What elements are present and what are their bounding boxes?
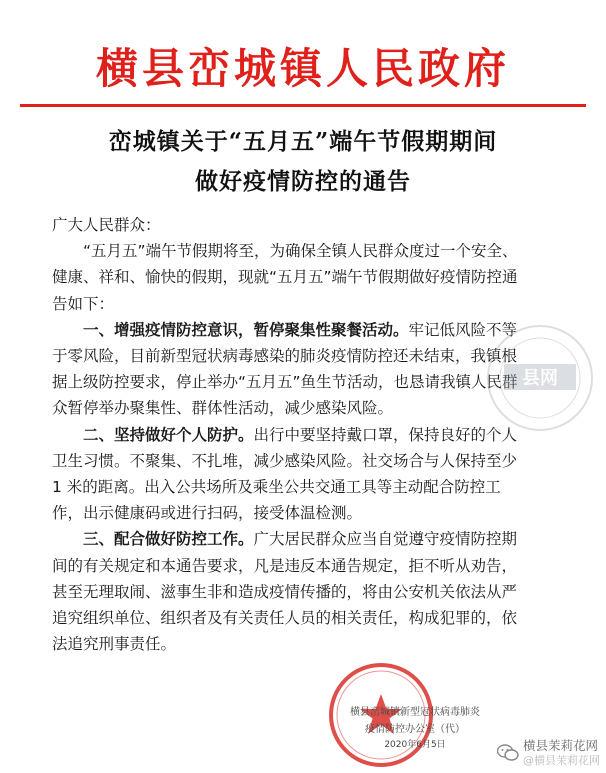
salutation: 广大人民群众： [52, 216, 161, 234]
section-3-text: 广大居民群众应当自觉遵守疫情防控期间的有关规定和本通告要求，凡是违反本通告规定，拒不听从劝告，甚至无理取闹、滋事生非和造成疫情传播的，将由公安机关依法从严追究组织单位、组织者及有关责任人员的相关责任，构成犯罪的，依法追究刑事责任。 [52, 530, 518, 654]
signature-date: 2020年6月5日 [384, 740, 446, 750]
footer-watermark [497, 736, 600, 770]
notice-body [52, 212, 522, 657]
section-2-text: 出行中要坚持戴口罩，保持良好的个人卫生习惯。不聚集、不扎堆，减少感染风险。社交场合与人保持至少 1 米的距离。出入公共场所及乘坐公共交通工具等主动配合防控工作，出示健康码或进行扫码，接受体温检测。 [52, 425, 518, 523]
section-1 [52, 317, 522, 422]
notice-title-line1: 峦城镇关于“五月五”端午节假期期间 [108, 128, 498, 155]
wechat-icon [497, 744, 519, 762]
watermark-center-text: 县网 [522, 368, 558, 389]
signature-line2: 疫情防控办公室（代） [365, 724, 465, 735]
section-2-heading: 二、坚持做好个人防护。 [83, 425, 254, 444]
notice-title-line2: 做好疫情防控的通告 [195, 168, 411, 195]
site-watermark [484, 322, 596, 434]
section-3 [52, 526, 522, 657]
signature-line1: 横县峦城镇新型冠状病毒肺炎 [350, 707, 480, 718]
footer-watermark-subtext: @横县茉莉花网 [523, 754, 600, 767]
section-1-text: 牢记低风险不等于零风险，目前新型冠状病毒感染的肺炎疫情防控还未结束，我镇根据上级防控要求，停止举办“五月五”鱼生节活动，也恳请我镇人民群众暂停举办聚集性、群体性活动，减少感染风险。 [52, 320, 518, 418]
section-3-heading: 三、配合做好防控工作。 [83, 530, 254, 549]
masthead-org-name: 横县峦城镇人民政府 [95, 44, 510, 93]
section-1-heading: 一、增强疫情防控意识，暂停聚集性聚餐活动。 [83, 320, 409, 339]
footer-watermark-text: 横县茉莉花网 [523, 738, 599, 753]
intro-paragraph: “五月五”端午节假期将至，为确保全镇人民群众度过一个安全、健康、祥和、愉快的假期，现就“五月五”端午节假期做好疫情防控通告如下： [52, 242, 518, 313]
section-2 [52, 422, 522, 527]
masthead-red-rule [20, 104, 586, 107]
